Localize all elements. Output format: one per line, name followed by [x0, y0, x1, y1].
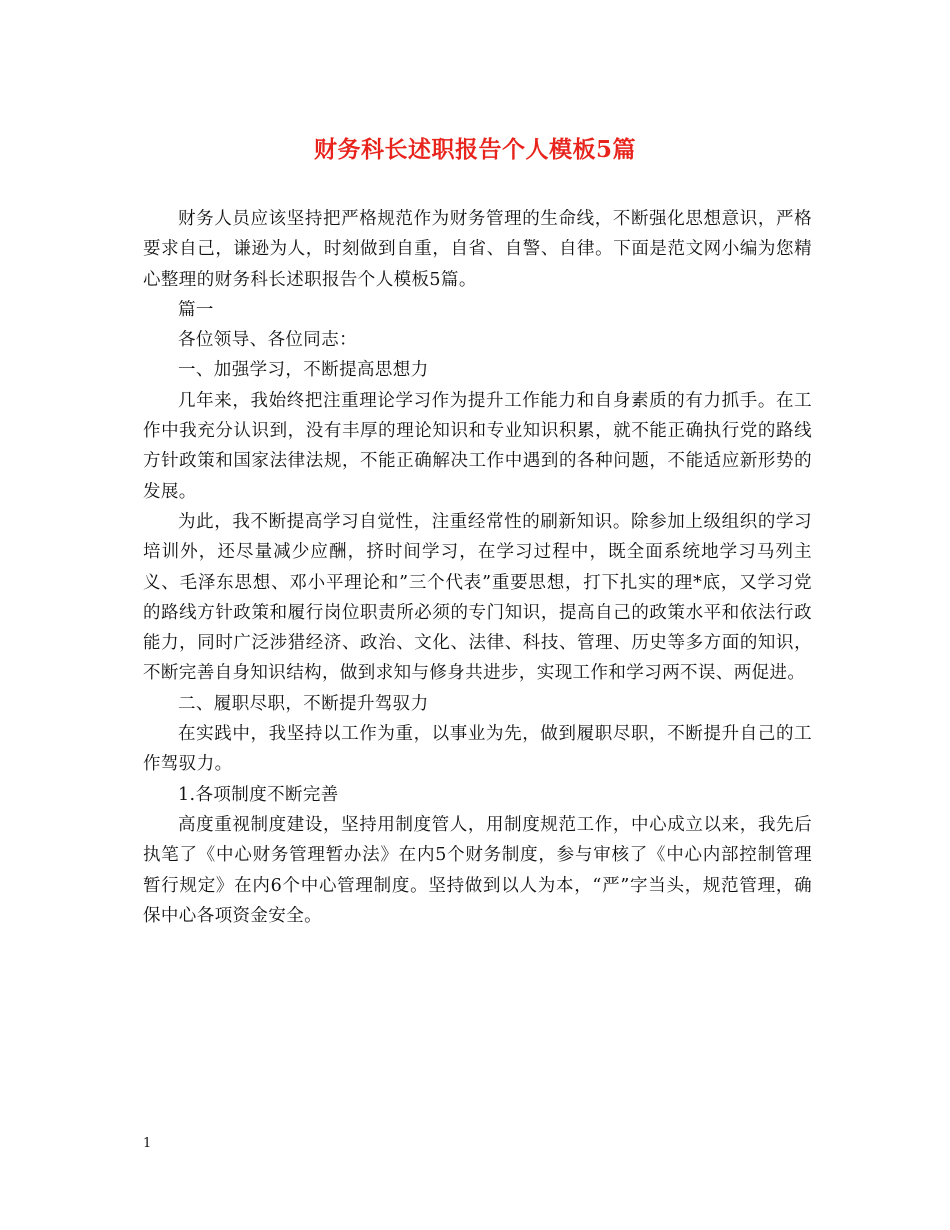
heading-strengthen-learning: 一、加强学习，不断提高思想力 — [178, 360, 429, 381]
section-label-part-one: 篇一 — [178, 299, 214, 320]
page-number: 1 — [143, 1136, 152, 1151]
heading-fulfill-duties: 二、履职尽职，不断提升驾驭力 — [178, 693, 429, 714]
salutation: 各位领导、各位同志： — [178, 330, 357, 351]
body-paragraph: 在实践中，我坚持以工作为重，以事业为先，做到履职尽职，不断提升自己的工作驾驭力。 — [143, 724, 812, 775]
document-title: 财务科长述职报告个人模板5篇 — [313, 136, 636, 163]
body-paragraph: 为此，我不断提高学习自觉性，注重经常性的刷新知识。除参加上级组织的学习培训外，还尽量减少应酬，挤时间学习，在学习过程中，既全面系统地学习马列主义、毛泽东思想、邓小平理论和”三个代表”重要思想，打下扎实的理*底，又学习党的路线方针政策和履行岗位职责所必须的专门知识，提高自己的政策水平和依法行政能力，同时广泛涉猎经济、政治、文化、法律、科技、管理、历史等多方面的知识，不断完善自身知识结构，做到求知与修身共进步，实现工作和学习两不误、两促进。 — [143, 511, 812, 684]
subheading-systems-improvement: 1.各项制度不断完善 — [178, 784, 339, 805]
document-body — [143, 204, 812, 931]
body-paragraph: 高度重视制度建设，坚持用制度管人，用制度规范工作，中心成立以来，我先后执笔了《中心财务管理暂办法》在内5个财务制度，参与审核了《中心内部控制管理暂行规定》在内6个中心管理制度。坚持做到以人为本，“严”字当头，规范管理，确保中心各项资金安全。 — [143, 814, 812, 926]
intro-paragraph: 财务人员应该坚持把严格规范作为财务管理的生命线，不断强化思想意识，严格要求自己，谦逊为人，时刻做到自重，自省、自警、自律。下面是范文网小编为您精心整理的财务科长述职报告个人模板5篇。 — [143, 209, 812, 290]
body-paragraph: 几年来，我始终把注重理论学习作为提升工作能力和自身素质的有力抓手。在工作中我充分认识到，没有丰厚的理论知识和专业知识积累，就不能正确执行党的路线方针政策和国家法律法规，不能正确解决工作中遇到的各种问题，不能适应新形势的发展。 — [143, 390, 812, 502]
